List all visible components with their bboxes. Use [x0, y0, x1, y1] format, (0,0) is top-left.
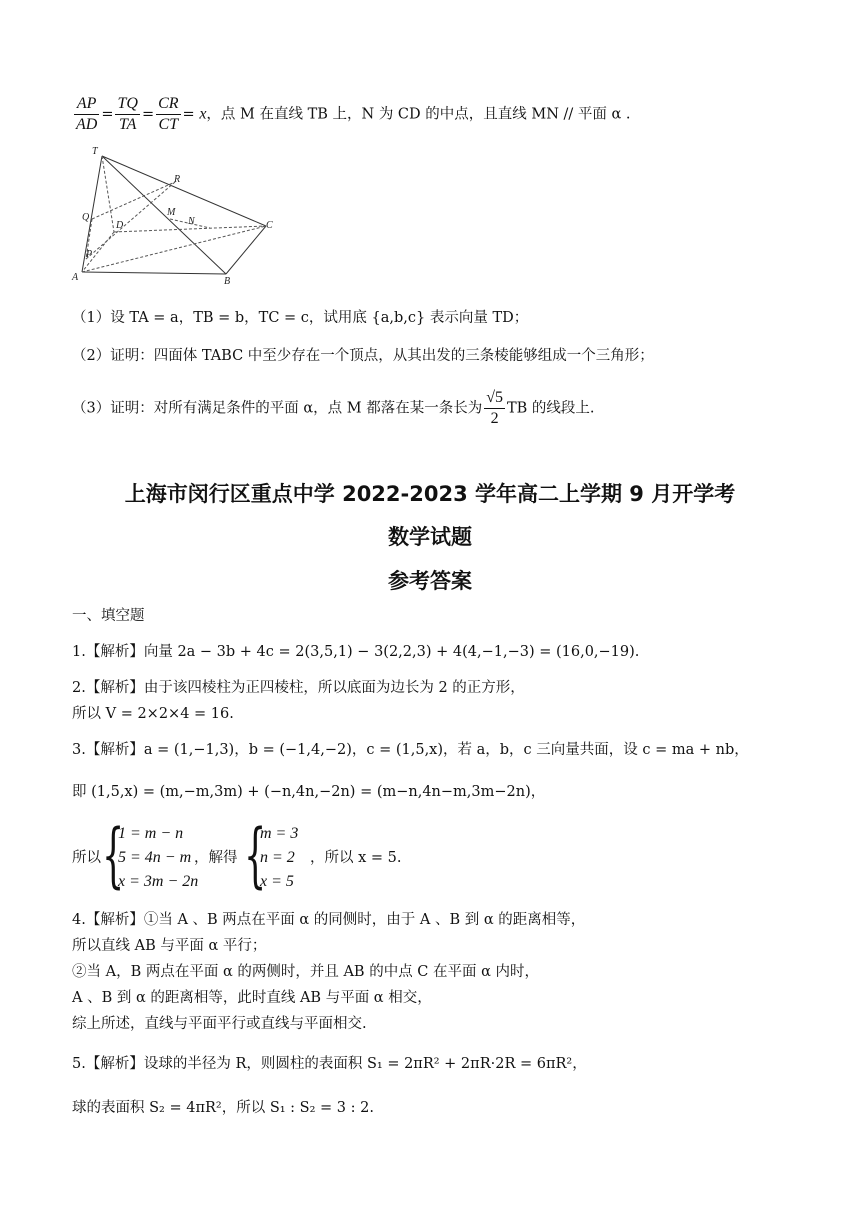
tetrahedron-figure — [70, 144, 280, 284]
line-td-dashed — [102, 156, 114, 232]
question-2: （2）证明：四面体 TABC 中至少存在一个顶点，从其出发的三条棱能够组成一个三角形； — [72, 348, 654, 364]
label-p: P — [86, 249, 93, 260]
edge-bc — [226, 226, 266, 274]
line-pr-dashed — [86, 182, 175, 259]
condition-suffix: ，点 M 在直线 TB 上，N 为 CD 的中点，且直线 MN // 平面 α . — [206, 106, 631, 123]
label-t: T — [92, 146, 98, 157]
edge-ac-dashed — [82, 226, 266, 272]
system-2-row: x = 5 — [260, 873, 294, 890]
equation-system-1: { 1 = m − n 5 = 4n − m x = 3m − 2n — [102, 814, 199, 896]
answer-2-line-1: 2.【解析】由于该四棱柱为正四棱柱，所以底面为边长为 2 的正方形， — [72, 680, 525, 696]
answer-4-line-1: 4.【解析】①当 A 、B 两点在平面 α 的同侧时，由于 A 、B 到 α 的距离相等， — [72, 912, 586, 928]
label-b: B — [224, 276, 231, 284]
label-r: R — [174, 174, 181, 185]
question-1: （1）设 TA = a，TB = b，TC = c，试用底 {a,b,c} 表示向量 TD； — [72, 310, 529, 326]
label-q: Q — [82, 212, 90, 223]
problem-condition-line: $\frac{AP}{AD}$ = $\frac{TQ}{TA}$ = $\frac{CR}{CT}$ = x，点 M 在直线 TB 上，N 为 CD 的中点，且直线 MN // 平面 α . — [76, 95, 631, 133]
system-1-row: x = 3m − 2n — [118, 873, 199, 890]
answer-2-line-2: 所以 V = 2×2×4 = 16. — [72, 706, 234, 722]
label-d: D — [116, 220, 124, 231]
system-2-row: m = 3 — [260, 825, 299, 842]
fraction-sqrt5-over-2: $\frac{√5}{2}$ — [486, 389, 503, 427]
answer-3-line-2: 即 (1,5,x) = (m,−m,3m) + (−n,4n,−2n) = (m−n,4n−m,3m−2n)， — [72, 784, 546, 800]
fraction-ap-ad: $\frac{AP}{AD}$ — [76, 95, 98, 133]
label-a: A — [72, 272, 79, 283]
answer-3-line-1: 3.【解析】a = (1,−1,3)，b = (−1,4,−2)，c = (1,5,x)，若 a，b，c 三向量共面，设 c = ma + nb， — [72, 742, 749, 758]
label-n: N — [188, 216, 195, 227]
answer-3-system-prefix: 所以 — [72, 850, 101, 866]
fraction-cr-ct: $\frac{CR}{CT}$ — [158, 95, 179, 133]
answer-5-line-1: 5.【解析】设球的半径为 R，则圆柱的表面积 S₁ = 2πR² + 2πR·2R = 6πR²， — [72, 1056, 587, 1072]
section-heading: 一、填空题 — [72, 608, 145, 624]
answer-4-line-2: 所以直线 AB 与平面 α 平行； — [72, 938, 267, 954]
answer-3-system-suffix: ，所以 x = 5. — [310, 850, 402, 866]
edge-ab — [82, 272, 226, 274]
page-title: 上海市闵行区重点中学 2022-2023 学年高二上学期 9 月开学考 — [124, 482, 736, 506]
label-m: M — [167, 207, 176, 218]
answer-4-line-3: ②当 A，B 两点在平面 α 的两侧时，并且 AB 的中点 C 在平面 α 内时， — [72, 964, 540, 980]
answer-4-line-4: A 、B 到 α 的距离相等，此时直线 AB 与平面 α 相交， — [72, 990, 432, 1006]
answer-4-line-5: 综上所述，直线与平面平行或直线与平面相交. — [72, 1016, 367, 1032]
edge-tb — [102, 156, 226, 274]
system-2-row: n = 2 — [260, 849, 295, 866]
answer-1: 1.【解析】向量 2a − 3b + 4c = 2(3,5,1) − 3(2,2,3) + 4(4,−1,−3) = (16,0,−19). — [72, 644, 640, 660]
question-3: （3）证明：对所有满足条件的平面 α，点 M 都落在某一条长为 $\frac{√5}{2}$ TB 的线段上. — [72, 389, 595, 427]
equation-system-2: { m = 3 n = 2 x = 5 — [244, 814, 299, 896]
answer-title: 参考答案 — [388, 569, 472, 593]
label-c: C — [266, 220, 273, 231]
answer-5-line-2: 球的表面积 S₂ = 4πR²，所以 S₁ : S₂ = 3 : 2. — [72, 1100, 374, 1116]
answer-3-system-mid: ，解得 — [194, 850, 238, 866]
edge-tc — [102, 156, 266, 226]
system-1-row: 1 = m − n — [118, 825, 184, 842]
system-1-row: 5 = 4n − m — [118, 849, 192, 866]
fraction-tq-ta: $\frac{TQ}{TA}$ — [117, 95, 138, 133]
page-subtitle: 数学试题 — [388, 525, 472, 549]
